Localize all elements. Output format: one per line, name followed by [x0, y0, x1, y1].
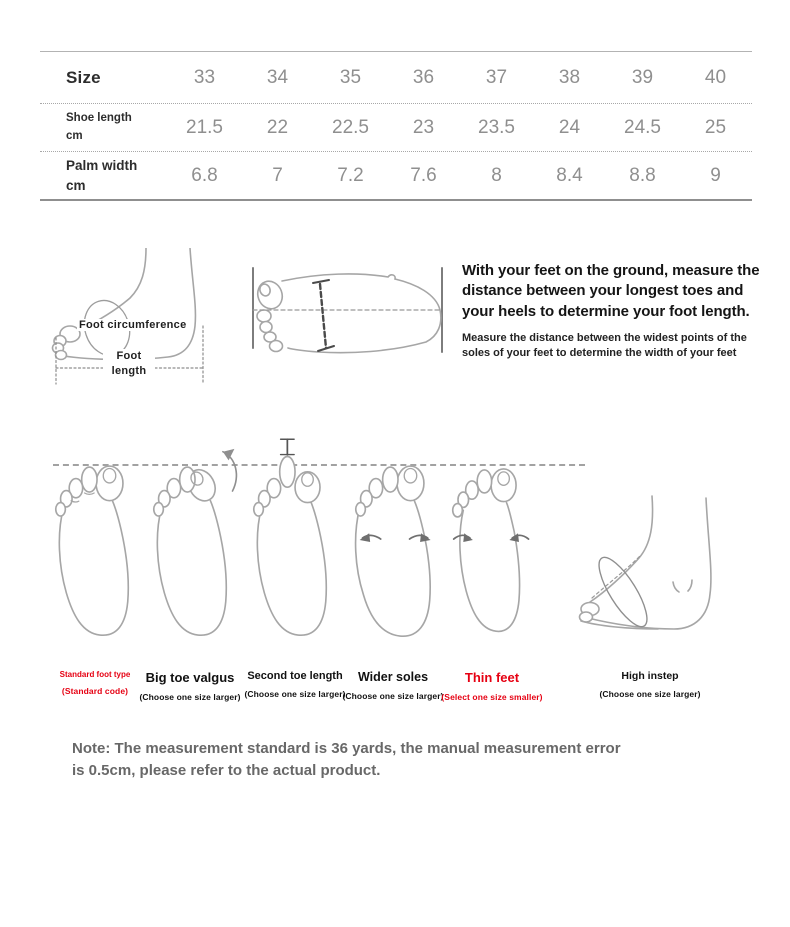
size-value-cell: 35: [339, 66, 362, 88]
foot-type-advice: (Choose one size larger): [244, 689, 346, 699]
size-table: [40, 51, 752, 201]
size-value-cell: 24.5: [624, 116, 661, 138]
size-value-cell: 38: [558, 66, 581, 88]
size-value-cell: 21.5: [186, 116, 223, 138]
foot-type-advice: (Standard code): [61, 686, 129, 696]
size-value-cell: 25: [704, 116, 727, 138]
top-foot-illustration: [250, 256, 446, 372]
size-value-cell: 6.8: [191, 164, 218, 186]
measure-instructions: [462, 261, 772, 360]
foot-circumference-label: Foot circumference: [79, 319, 187, 331]
thin-feet-illustration: [446, 418, 542, 644]
size-value-cell: 9: [710, 164, 721, 186]
size-value-cell: 33: [193, 66, 216, 88]
size-value-cell: 8.4: [556, 164, 583, 186]
foot-type-name: Standard foot type: [59, 670, 131, 679]
foot-type-name: Thin feet: [464, 670, 520, 685]
foot-type-advice: (Choose one size larger): [599, 689, 701, 699]
size-value-cell: 36: [412, 66, 435, 88]
foot-type-name: High instep: [621, 670, 679, 682]
size-row-label: Shoe length cm: [66, 111, 132, 142]
foot-type-name: Wider soles: [357, 670, 429, 684]
wider-soles-illustration: [350, 418, 446, 644]
size-table-row: [40, 151, 752, 199]
size-value-cell: 40: [704, 66, 727, 88]
size-value-cell: 8: [491, 164, 502, 186]
foot-type-name: Big toe valgus: [145, 670, 235, 685]
measurement-note: Note: The measurement standard is 36 yards, the manual measurement error is 0.5cm, please refer to the actual product.: [72, 740, 621, 779]
size-value-cell: 23: [412, 116, 435, 138]
size-value-cell: 7.6: [410, 164, 437, 186]
size-value-cell: 37: [485, 66, 508, 88]
size-value-cell: 34: [266, 66, 289, 88]
foot-type-advice: (Choose one size larger): [139, 692, 241, 702]
measure-length-instruction: With your feet on the ground, measure the distance between your longest toes and your heels to determine your foot length.: [462, 262, 760, 320]
measure-width-instruction: Measure the distance between the widest points of the soles of your feet to determine the width of your feet: [462, 331, 747, 359]
size-table-row: [40, 52, 752, 103]
foot-type-advice: (Choose one size larger): [342, 691, 444, 701]
foot-type-label: [585, 670, 715, 699]
foot-length-label: Foot length: [103, 349, 155, 379]
size-value-cell: 8.8: [629, 164, 656, 186]
high-instep-illustration: [578, 492, 736, 657]
size-value-cell: 7: [272, 164, 283, 186]
top-foot-measure-diagram: [250, 256, 446, 372]
size-value-cell: 7.2: [337, 164, 364, 186]
size-value-cell: 24: [558, 116, 581, 138]
foot-type-name: Second toe length: [247, 670, 343, 682]
size-value-cell: 22: [266, 116, 289, 138]
second-toe-length-illustration: [248, 418, 344, 644]
size-value-cell: 23.5: [478, 116, 515, 138]
size-value-cell: 22.5: [332, 116, 369, 138]
foot-type-label: [427, 670, 557, 702]
foot-type-advice: (Select one size smaller): [441, 692, 543, 702]
size-table-row: [40, 103, 752, 151]
size-row-label: Size: [66, 67, 101, 87]
big-toe-valgus-illustration: [148, 418, 244, 644]
size-value-cell: 39: [631, 66, 654, 88]
standard-foot-illustration: [50, 418, 146, 644]
size-row-label: Palm width cm: [66, 157, 138, 193]
